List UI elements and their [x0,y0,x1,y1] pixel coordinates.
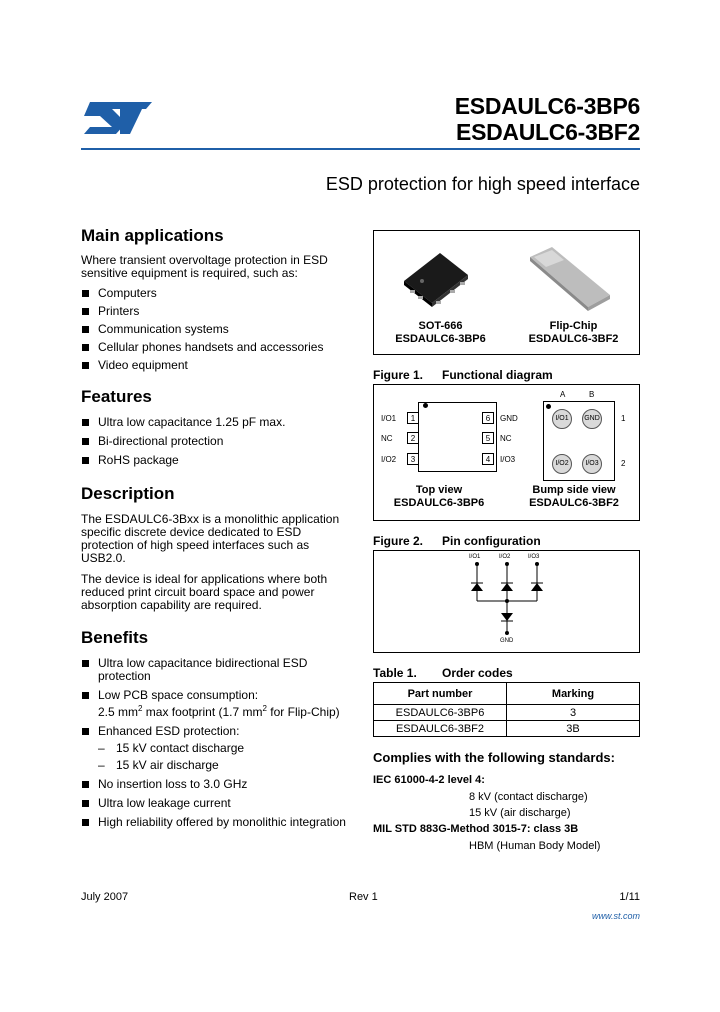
top-view-caption: Top view [415,484,463,496]
features-heading: Features [81,387,152,406]
bump-row-label: 1 [621,414,626,423]
pin-number: 6 [482,412,494,424]
list-item: Enhanced ESD protection: [81,725,366,738]
pin-label: NC [500,434,512,443]
pin1-marker [423,403,428,408]
list-item: Ultra low capacitance bidirectional ESD [81,657,366,670]
flip-chip-label: Flip-Chip [549,320,598,332]
list-item: Printers [81,305,361,318]
pin-number: 1 [407,412,419,424]
list-item: Computers [81,287,361,300]
standards-heading: Complies with the following standards: [373,750,615,765]
pin-label: GND [500,414,518,423]
table-header-row [374,683,640,705]
pin-number: 5 [482,432,494,444]
list-item: High reliability offered by monolithic integration [81,816,366,829]
io-label: I/O1 [469,554,481,560]
list-item: Communication systems [81,323,361,336]
flip-chip-package-image [524,245,614,311]
description-paragraph-1: The ESDAULC6-3Bxx is a monolithic application specific discrete device dedicated to ESD protection of high speed interfaces such as USB2.0. [81,512,340,565]
table-cell: ESDAULC6-3BP6 [374,705,507,721]
list-item: Ultra low leakage current [81,797,366,810]
sot666-package-image [396,243,476,313]
bump-io2: I/O2 [552,454,572,474]
top-view-part: ESDAULC6-3BP6 [393,497,485,509]
table-cell: 3 [507,705,640,721]
pin-label: I/O2 [381,455,397,464]
footprint-text-b: max footprint (1.7 mm [142,705,263,719]
bump-row-label: 2 [621,459,626,468]
column-header: Part number [374,683,507,705]
pin-label: I/O1 [381,414,397,423]
pin-number: 2 [407,432,419,444]
applications-list [81,287,361,372]
list-item: Video equipment [81,359,361,372]
part-number-primary: ESDAULC6-3BP6 [454,93,640,119]
figure2-title: Pin configuration [442,534,541,548]
list-subitem: – 15 kV contact discharge [81,742,366,755]
pin-configuration-box [373,550,640,653]
bump-column-label: A [560,390,566,399]
header-rule [81,148,640,150]
bump-gnd: GND [582,409,602,429]
pin-number: 3 [407,453,419,465]
footer-website-link[interactable]: www.st.com [591,911,640,921]
benefits-heading: Benefits [81,628,149,647]
standard-iec-contact: 8 kV (contact discharge) [469,791,588,803]
table-cell: ESDAULC6-3BF2 [374,721,507,737]
footprint-text-a: 2.5 mm [98,705,139,719]
a1-marker [546,404,551,409]
bump-view-part: ESDAULC6-3BF2 [529,497,619,509]
io-label: I/O3 [528,554,540,560]
list-item: Low PCB space consumption: [81,689,366,702]
gnd-label: GND [500,638,514,644]
features-list [81,416,361,467]
main-applications-intro: Where transient overvoltage protection in ESD sensitive equipment is required, such as: [81,253,328,280]
io-label: I/O2 [499,554,511,560]
standard-mil-hbm: HBM (Human Body Model) [469,840,601,852]
order-codes-table [373,682,640,737]
superscript: 2 [138,704,143,713]
bump-column-label: B [589,390,595,399]
main-applications-heading: Main applications [81,226,224,245]
list-item: Ultra low capacitance 1.25 pF max. [81,416,361,429]
footer-revision: Rev 1 [349,891,378,903]
footprint-text-c: for Flip-Chip) [266,705,340,719]
bump-view-caption: Bump side view [532,484,616,496]
benefits-list [81,657,366,829]
standard-iec: IEC 61000-4-2 level 4: [373,774,485,786]
list-item: No insertion loss to 3.0 GHz [81,778,366,791]
table1-number: Table 1. [373,666,417,680]
sot666-label: SOT-666 [418,320,463,332]
list-item-continuation: protection [98,669,151,683]
pin-number: 4 [482,453,494,465]
st-logo [82,96,156,140]
document-subtitle: ESD protection for high speed interface [325,174,640,194]
bump-io1: I/O1 [552,409,572,429]
pin-label: I/O3 [500,455,516,464]
table-cell: 3B [507,721,640,737]
list-item: RoHS package [81,454,361,467]
list-item: Cellular phones handsets and accessories [81,341,361,354]
footer-date: July 2007 [81,891,129,903]
list-subitem: – 15 kV air discharge [81,759,366,772]
figure1-number: Figure 1. [373,368,424,382]
footer-page: 1/11 [619,891,640,903]
superscript: 2 [262,704,267,713]
standard-iec-air: 15 kV (air discharge) [469,807,571,819]
tvs-diode-schematic [454,561,554,641]
flip-chip-part: ESDAULC6-3BF2 [528,333,619,345]
functional-diagram-box [373,384,640,521]
column-header: Marking [507,683,640,705]
list-item: Bi-directional protection [81,435,361,448]
part-number-secondary: ESDAULC6-3BF2 [456,119,640,145]
figure2-number: Figure 2. [373,534,424,548]
standard-mil: MIL STD 883G-Method 3015-7: class 3B [373,823,579,835]
figure1-title: Functional diagram [442,368,553,382]
sot666-part: ESDAULC6-3BP6 [395,333,486,345]
table-row [374,721,640,737]
table1-title: Order codes [442,666,513,680]
description-heading: Description [81,484,175,503]
list-item-continuation [81,702,366,719]
bump-io3: I/O3 [582,454,602,474]
description-paragraph-2: The device is ideal for applications where both reduced print circuit board space and power absorption capability are required. [81,572,328,612]
pin-label: NC [381,434,393,443]
table-row [374,705,640,721]
package-illustration-box [373,230,640,355]
